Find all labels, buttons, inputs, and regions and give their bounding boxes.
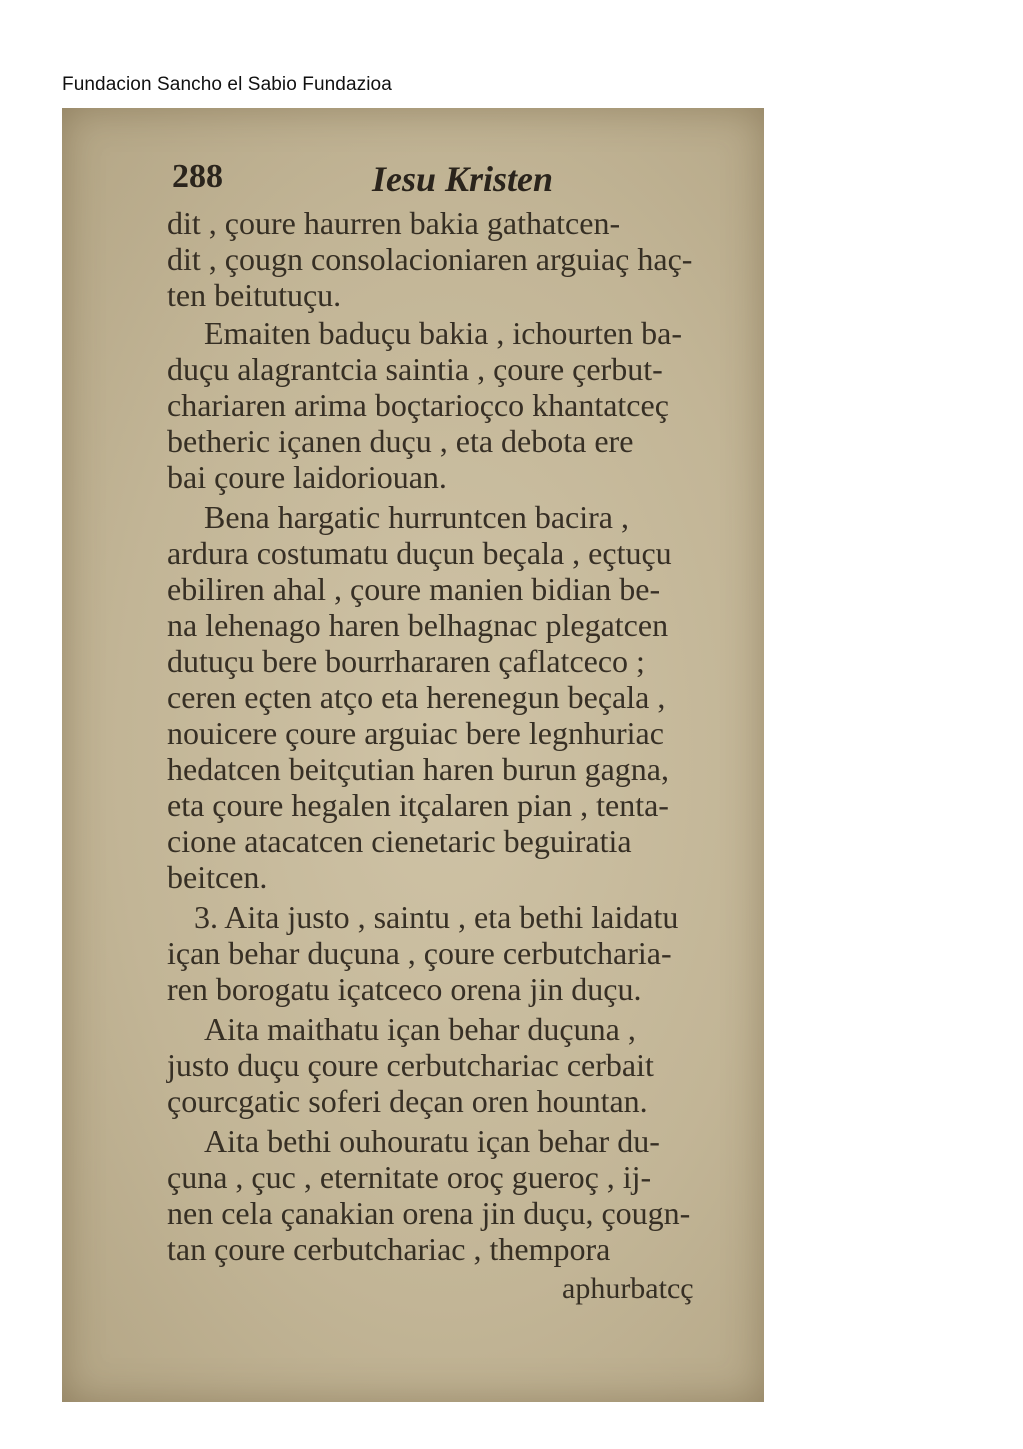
scanned-page — [62, 108, 764, 1402]
source-header: Fundacion Sancho el Sabio Fundazioa — [62, 74, 392, 95]
text-line: nen cela çanakian orena jin duçu, çougn- — [167, 1195, 691, 1231]
text-line: ebiliren ahal , çoure manien bidian be- — [167, 571, 661, 607]
text-line: Aita maithatu içan behar duçuna , — [204, 1011, 636, 1047]
page-head — [172, 158, 724, 206]
text-line: çourcgatic soferi deçan oren hountan. — [167, 1083, 648, 1119]
page-number: 288 — [172, 158, 223, 195]
catchword: aphurbatcç — [562, 1272, 694, 1305]
text-line: dit , çoure haurren bakia gathatcen- — [167, 205, 621, 241]
text-line: 3. Aita justo , saintu , eta bethi laidatu — [194, 899, 679, 935]
text-line: dutuçu bere bourrhararen çaflatceco ; — [167, 643, 645, 679]
text-line: içan behar duçuna , çoure cerbutcharia- — [167, 935, 672, 971]
text-line: duçu alagrantcia saintia , çoure çerbut- — [167, 351, 663, 387]
text-line: chariaren arima boçtarioçco khantatceç — [167, 387, 669, 423]
text-line: ten beitutuçu. — [167, 277, 342, 313]
text-line: na lehenago haren belhagnac plegatcen — [167, 607, 669, 643]
text-line: cione atacatcen cienetaric beguiratia — [167, 823, 632, 859]
text-line: beitcen. — [167, 859, 268, 895]
text-line: nouicere çoure arguiac bere legnhuriac — [167, 715, 664, 751]
text-line: ardura costumatu duçun beçala , eçtuçu — [167, 535, 672, 571]
text-line: çuna , çuc , eternitate oroç gueroç , ij- — [167, 1159, 652, 1195]
text-line: ren borogatu içatceco orena jin duçu. — [167, 971, 642, 1007]
text-line: Emaiten baduçu bakia , ichourten ba- — [204, 315, 683, 351]
text-line: tan çoure cerbutchariac , thempora — [167, 1231, 611, 1267]
text-line: betheric içanen duçu , eta debota ere — [167, 423, 634, 459]
text-line: hedatcen beitçutian haren burun gagna, — [167, 751, 669, 787]
text-line: ceren eçten atço eta herenegun beçala , — [167, 679, 666, 715]
text-line: bai çoure laidoriouan. — [167, 459, 447, 495]
text-line: Aita bethi ouhouratu içan behar du- — [204, 1123, 660, 1159]
text-line: eta çoure hegalen itçalaren pian , tenta- — [167, 787, 669, 823]
running-title: Iesu Kristen — [372, 159, 554, 199]
text-line: justo duçu çoure cerbutchariac cerbait — [167, 1047, 654, 1083]
text-line: dit , çougn consolacioniaren arguiaç haç- — [167, 241, 693, 277]
text-line: Bena hargatic hurruntcen bacira , — [204, 499, 629, 535]
